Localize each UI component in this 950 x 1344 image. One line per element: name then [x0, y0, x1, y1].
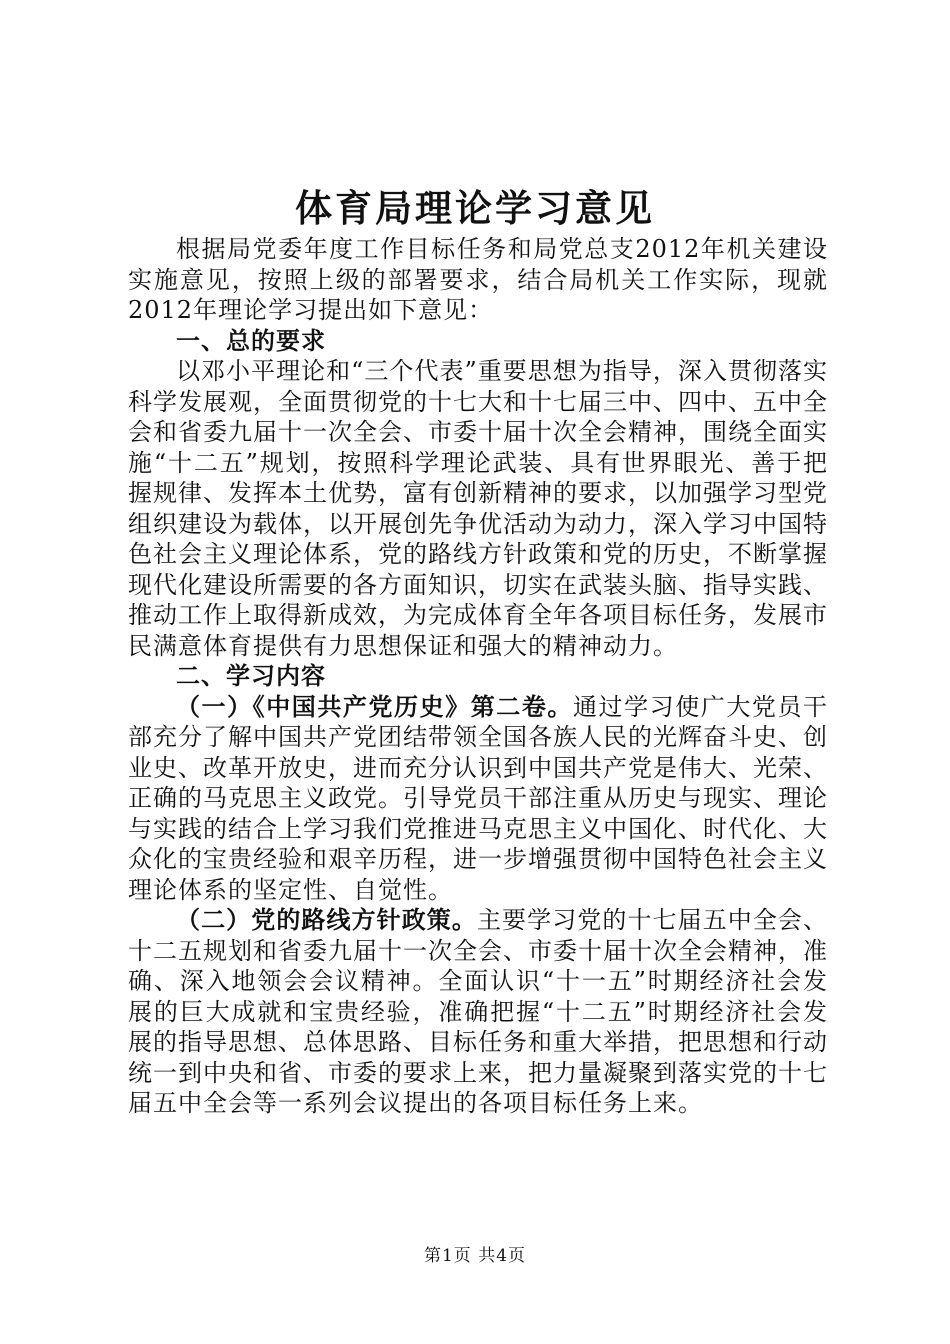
section-heading-general-requirements: 一、总的要求 [176, 325, 326, 355]
document-title: 体育局理论学习意见 [295, 186, 655, 230]
study-item-2-heading: （二）党的路线方针政策。 [176, 905, 477, 934]
document-body [128, 234, 828, 1119]
section-heading-study-content: 二、学习内容 [176, 661, 326, 690]
general-requirements-paragraph: 以邓小平理论和“三个代表”重要思想为指导，深入贯彻落实科学发展观，全面贯彻党的十七大和十七届三中、四中、五中全会和省委九届十一次全会、市委十届十次全会精神，围绕全面实施“十二五”规划，按照科学理论武装、具有世界眼光、善于把握规律、发挥本土优势，富有创新精神的要求，以加强学习型党组织建设为载体，以开展创先争优活动为动力，深入学习中国特色社会主义理论体系，党的路线方针政策和党的历史，不断掌握现代化建设所需要的各方面知识，切实在武装头脑、指导实践、推动工作上取得新成效，为完成体育全年各项目标任务，发展市民满意体育提供有力思想保证和强大的精神动力。 [128, 357, 828, 660]
intro-paragraph: 根据局党委年度工作目标任务和局党总支2012年机关建设实施意见，按照上级的部署要求，结合局机关工作实际，现就2012年理论学习提出如下意见： [128, 235, 828, 324]
study-item-2-text: 主要学习党的十七届五中全会、十二五规划和省委九届十一次全会、市委十届十次全会精神，准确、深入地领会会议精神。全面认识“十一五”时期经济社会发展的巨大成就和宝贵经验，准确把握“十二五”时期经济社会发展的指导思想、总体思路、目标任务和重大举措，把思想和行动统一到中央和省、市委的要求上来，把力量凝聚到落实党的十七届五中全会等一系列会议提出的各项目标任务上来。 [128, 906, 829, 1117]
study-item-1-heading: （一）《中国共产党历史》第二卷。 [176, 691, 573, 721]
study-item-2-paragraph [128, 905, 828, 1119]
study-item-1-text: 通过学习使广大党员干部充分了解中国共产党团结带领全国各族人民的光辉奋斗史、创业史、改革开放史，进而充分认识到中国共产党是伟大、光荣、正确的马克思主义政党。引导党员干部注重从历史与现实、理论与实践的结合上学习我们党推进马克思主义中国化、时代化、大众化的宝贵经验和艰辛历程，进一步增强贯彻中国特色社会主义理论体系的坚定性、自觉性。 [128, 692, 829, 904]
page-number-footer: 第1页 共4页 [423, 1246, 527, 1266]
study-item-1-paragraph [128, 692, 828, 906]
